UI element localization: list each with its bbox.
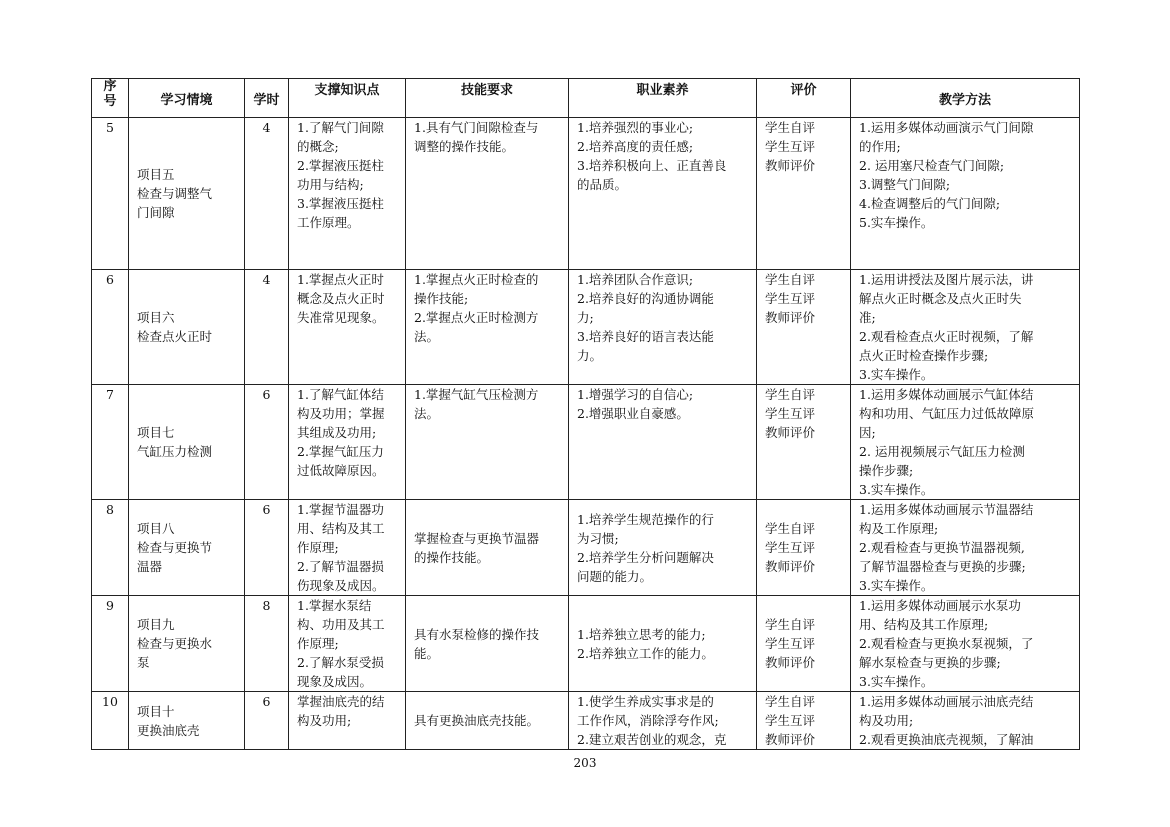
row-methods-line: 1.运用讲授法及图片展示法，讲 xyxy=(859,272,1034,287)
row-situation xyxy=(129,270,245,385)
row-skills-line: 具有水泵检修的操作技 xyxy=(414,626,540,642)
row-methods-line: 1.运用多媒体动画演示气门间隙 xyxy=(859,120,1034,135)
row-situation-line: 检查与更换水 xyxy=(137,636,213,651)
row-quality xyxy=(569,118,757,270)
row-knowledge xyxy=(289,385,406,500)
row-hours: 4 xyxy=(245,118,289,270)
row-hours: 6 xyxy=(245,500,289,596)
table-row xyxy=(92,500,1080,596)
row-knowledge-line: 2.掌握液压挺柱 xyxy=(297,158,384,173)
row-methods-line: 的作用; xyxy=(859,139,901,154)
row-methods-line: 3.实车操作。 xyxy=(859,367,934,382)
row-situation-line: 更换油底壳 xyxy=(137,722,200,738)
row-evaluation-line: 教师评价 xyxy=(765,655,816,670)
row-knowledge-line: 1.掌握节温器功 xyxy=(297,502,384,517)
row-skills-line: 法。 xyxy=(414,329,440,344)
row-quality-line: 1.培养强烈的事业心; xyxy=(577,120,694,135)
row-evaluation-line: 教师评价 xyxy=(765,425,816,440)
row-knowledge xyxy=(289,692,406,750)
row-methods xyxy=(851,270,1080,385)
row-situation-line: 项目五 xyxy=(137,167,175,182)
row-knowledge-line: 失准常见现象。 xyxy=(297,310,385,325)
row-evaluation-line: 学生自评 xyxy=(765,272,816,287)
header-knowledge: 支撑知识点 xyxy=(289,79,406,118)
row-methods-line: 点火正时检查操作步骤; xyxy=(859,348,989,363)
row-methods-line: 操作步骤; xyxy=(859,463,914,478)
row-methods-line: 1.运用多媒体动画展示节温器结 xyxy=(859,502,1034,517)
table-row xyxy=(92,270,1080,385)
row-knowledge-line: 工作原理。 xyxy=(297,215,360,230)
row-quality-line: 2.培养高度的责任感; xyxy=(577,139,694,154)
row-quality-line: 3.培养积极向上、正直善良 xyxy=(577,158,727,173)
row-skills-line: 2.掌握点火正时检测方 xyxy=(414,310,539,325)
row-quality xyxy=(569,500,757,596)
row-knowledge xyxy=(289,500,406,596)
row-quality-line: 1.培养学生规范操作的行 xyxy=(577,511,714,527)
row-knowledge-line: 作原理; xyxy=(297,636,339,651)
row-situation xyxy=(129,385,245,500)
row-quality xyxy=(569,692,757,750)
header-seq: 序 号 xyxy=(92,79,129,118)
row-methods-line: 解点火正时概念及点火正时失 xyxy=(859,291,1022,306)
row-skills xyxy=(406,692,569,750)
row-situation xyxy=(129,692,245,750)
row-methods-line: 2. 运用塞尺检查气门间隙; xyxy=(859,158,1005,173)
row-hours: 4 xyxy=(245,270,289,385)
row-evaluation xyxy=(757,270,851,385)
row-quality-line: 2.培养学生分析问题解决 xyxy=(577,549,714,565)
row-evaluation xyxy=(757,118,851,270)
row-seq: 5 xyxy=(92,118,129,270)
row-quality-line: 问题的能力。 xyxy=(577,568,653,584)
row-methods xyxy=(851,692,1080,750)
row-knowledge-line: 2.了解节温器损 xyxy=(297,559,384,574)
row-situation-line: 检查点火正时 xyxy=(137,329,213,344)
row-skills-line: 具有更换油底壳技能。 xyxy=(414,713,540,728)
row-methods-line: 2. 运用视频展示气缸压力检测 xyxy=(859,444,1025,459)
row-methods-line: 用、结构及其工作原理; xyxy=(859,617,989,632)
row-methods xyxy=(851,500,1080,596)
row-methods-line: 3.调整气门间隙; xyxy=(859,177,951,192)
row-situation xyxy=(129,500,245,596)
row-methods-line: 构及工作原理; xyxy=(859,521,939,536)
row-quality xyxy=(569,385,757,500)
row-seq: 9 xyxy=(92,596,129,692)
row-seq: 6 xyxy=(92,270,129,385)
row-evaluation-line: 学生自评 xyxy=(765,694,816,709)
row-evaluation-line: 学生互评 xyxy=(765,139,816,154)
row-quality-line: 2.培养独立工作的能力。 xyxy=(577,645,714,661)
table-row xyxy=(92,385,1080,500)
row-quality-line: 1.培养独立思考的能力; xyxy=(577,626,706,642)
row-quality-line: 的品质。 xyxy=(577,177,628,192)
header-methods: 教学方法 xyxy=(851,79,1080,118)
row-knowledge-line: 1.了解气缸体结 xyxy=(297,387,384,402)
row-methods-line: 2.观看更换油底壳视频，了解油 xyxy=(859,732,1034,747)
row-knowledge-line: 1.掌握水泵结 xyxy=(297,598,372,613)
row-quality-line: 1.增强学习的自信心; xyxy=(577,387,694,402)
page-number: 203 xyxy=(573,756,597,770)
row-situation-line: 门间隙 xyxy=(137,205,175,220)
header-quality: 职业素养 xyxy=(569,79,757,118)
row-skills-line: 操作技能; xyxy=(414,291,469,306)
row-knowledge-line: 其组成及功用; xyxy=(297,425,377,440)
row-skills-line: 调整的操作技能。 xyxy=(414,139,515,154)
row-hours: 6 xyxy=(245,385,289,500)
row-quality-line: 工作作风，消除浮夸作风; xyxy=(577,713,719,728)
row-skills-line: 法。 xyxy=(414,406,440,421)
row-evaluation-line: 教师评价 xyxy=(765,732,816,747)
table-row xyxy=(92,692,1080,750)
header-skills: 技能要求 xyxy=(406,79,569,118)
row-knowledge-line: 1.了解气门间隙 xyxy=(297,120,384,135)
row-hours: 6 xyxy=(245,692,289,750)
row-skills xyxy=(406,270,569,385)
row-methods-line: 1.运用多媒体动画展示油底壳结 xyxy=(859,694,1034,709)
row-methods-line: 解水泵检查与更换的步骤; xyxy=(859,655,1001,670)
row-seq: 10 xyxy=(92,692,129,750)
row-knowledge-line: 掌握油底壳的结 xyxy=(297,694,385,709)
row-evaluation xyxy=(757,692,851,750)
row-situation-line: 项目六 xyxy=(137,310,175,325)
row-situation-line: 泵 xyxy=(137,655,150,670)
row-knowledge xyxy=(289,596,406,692)
row-skills xyxy=(406,118,569,270)
row-evaluation xyxy=(757,385,851,500)
row-knowledge xyxy=(289,118,406,270)
row-quality xyxy=(569,596,757,692)
row-hours: 8 xyxy=(245,596,289,692)
row-situation-line: 检查与调整气 xyxy=(137,186,213,201)
row-methods-line: 5.实车操作。 xyxy=(859,215,934,230)
row-methods-line: 构及功用; xyxy=(859,713,914,728)
row-methods-line: 1.运用多媒体动画展示水泵功 xyxy=(859,598,1021,613)
row-quality-line: 2.培养良好的沟通协调能 xyxy=(577,291,714,306)
row-quality-line: 2.增强职业自豪感。 xyxy=(577,406,689,421)
row-evaluation-line: 教师评价 xyxy=(765,310,816,325)
header-row xyxy=(92,79,1080,118)
row-knowledge-line: 作原理; xyxy=(297,540,339,555)
row-quality-line: 3.培养良好的语言表达能 xyxy=(577,329,714,344)
row-methods xyxy=(851,118,1080,270)
row-quality-line: 1.使学生养成实事求是的 xyxy=(577,694,714,709)
row-methods xyxy=(851,385,1080,500)
header-evaluation: 评价 xyxy=(757,79,851,118)
row-situation-line: 检查与更换节 xyxy=(137,540,213,555)
row-quality-line: 力; xyxy=(577,310,594,325)
row-skills-line: 1.具有气门间隙检查与 xyxy=(414,120,539,135)
header-situation: 学习情境 xyxy=(129,79,245,118)
row-quality-line: 1.培养团队合作意识; xyxy=(577,272,694,287)
table-row xyxy=(92,118,1080,270)
row-methods-line: 因; xyxy=(859,425,876,440)
row-skills xyxy=(406,596,569,692)
row-skills xyxy=(406,500,569,596)
row-methods-line: 准; xyxy=(859,310,876,325)
row-evaluation xyxy=(757,596,851,692)
row-situation-line: 气缸压力检测 xyxy=(137,444,213,459)
row-situation xyxy=(129,596,245,692)
row-methods-line: 3.实车操作。 xyxy=(859,674,934,689)
row-methods-line: 构和功用、气缸压力过低故障原 xyxy=(859,406,1035,421)
row-knowledge-line: 构及功用；掌握 xyxy=(297,406,385,421)
course-plan-table xyxy=(91,78,1080,750)
row-knowledge-line: 构及功用; xyxy=(297,713,352,728)
row-seq: 7 xyxy=(92,385,129,500)
row-methods-line: 3.实车操作。 xyxy=(859,578,934,593)
row-knowledge-line: 伤现象及成因。 xyxy=(297,578,385,593)
row-methods-line: 2.观看检查与更换水泵视频，了 xyxy=(859,636,1034,651)
row-situation-line: 项目七 xyxy=(137,425,175,440)
row-quality-line: 2.建立艰苦创业的观念，克 xyxy=(577,732,727,747)
row-skills xyxy=(406,385,569,500)
row-knowledge-line: 功用与结构; xyxy=(297,177,364,192)
row-methods-line: 4.检查调整后的气门间隙; xyxy=(859,196,1001,211)
row-evaluation xyxy=(757,500,851,596)
row-quality-line: 为习惯; xyxy=(577,530,619,546)
row-evaluation-line: 学生自评 xyxy=(765,617,816,632)
row-situation-line: 项目九 xyxy=(137,617,175,632)
row-knowledge-line: 2.了解水泵受损 xyxy=(297,655,384,670)
row-evaluation-line: 学生自评 xyxy=(765,521,816,536)
row-evaluation-line: 学生自评 xyxy=(765,120,816,135)
table-row xyxy=(92,596,1080,692)
row-knowledge-line: 1.掌握点火正时 xyxy=(297,272,384,287)
table-body xyxy=(92,118,1080,750)
row-knowledge-line: 的概念; xyxy=(297,139,339,154)
row-knowledge-line: 构、功用及其工 xyxy=(297,617,385,632)
row-knowledge xyxy=(289,270,406,385)
row-skills-line: 1.掌握点火正时检查的 xyxy=(414,272,539,287)
row-quality xyxy=(569,270,757,385)
header-hours: 学时 xyxy=(245,79,289,118)
row-methods-line: 1.运用多媒体动画展示气缸体结 xyxy=(859,387,1034,402)
row-evaluation-line: 教师评价 xyxy=(765,158,816,173)
row-methods-line: 了解节温器检查与更换的步骤; xyxy=(859,559,1026,574)
row-skills-line: 掌握检查与更换节温器 xyxy=(414,530,540,546)
row-situation-line: 温器 xyxy=(137,559,163,574)
row-skills-line: 1.掌握气缸气压检测方 xyxy=(414,387,539,402)
row-situation xyxy=(129,118,245,270)
row-evaluation-line: 学生互评 xyxy=(765,291,816,306)
row-knowledge-line: 概念及点火正时 xyxy=(297,291,385,306)
row-knowledge-line: 3.掌握液压挺柱 xyxy=(297,196,384,211)
row-evaluation-line: 教师评价 xyxy=(765,559,816,574)
row-evaluation-line: 学生互评 xyxy=(765,406,816,421)
row-evaluation-line: 学生互评 xyxy=(765,540,816,555)
row-evaluation-line: 学生互评 xyxy=(765,713,816,728)
row-seq: 8 xyxy=(92,500,129,596)
row-evaluation-line: 学生自评 xyxy=(765,387,816,402)
row-situation-line: 项目十 xyxy=(137,703,175,719)
row-knowledge-line: 用、结构及其工 xyxy=(297,521,385,536)
row-knowledge-line: 现象及成因。 xyxy=(297,674,373,689)
row-quality-line: 力。 xyxy=(577,348,603,363)
row-knowledge-line: 过低故障原因。 xyxy=(297,463,385,478)
row-methods-line: 3.实车操作。 xyxy=(859,482,934,497)
row-evaluation-line: 学生互评 xyxy=(765,636,816,651)
row-knowledge-line: 2.掌握气缸压力 xyxy=(297,444,384,459)
row-skills-line: 的操作技能。 xyxy=(414,549,490,565)
row-skills-line: 能。 xyxy=(414,645,440,661)
row-methods-line: 2.观看检查与更换节温器视频, xyxy=(859,540,1025,555)
row-situation-line: 项目八 xyxy=(137,521,175,536)
row-methods-line: 2.观看检查点火正时视频，了解 xyxy=(859,329,1034,344)
row-methods xyxy=(851,596,1080,692)
